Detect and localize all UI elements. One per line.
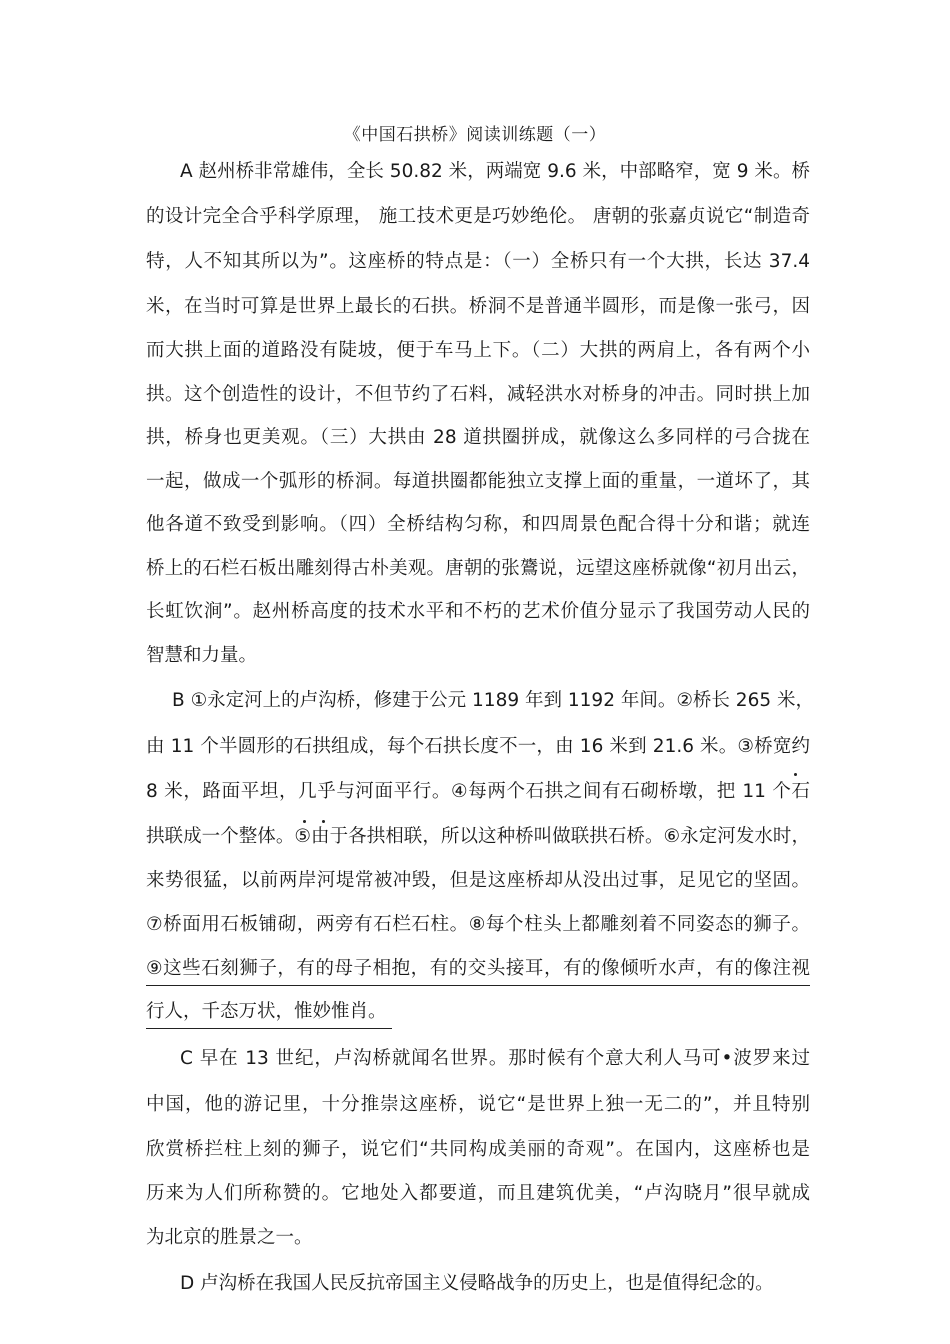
paragraph-line: 特，人不知其所以为”。这座桥的特点是：（一）全桥只有一个大拱，长达 37.4 <box>146 251 810 272</box>
paragraph-line: D 卢沟桥在我国人民反抗帝国主义侵略战争的历史上，也是值得纪念的。 <box>180 1273 774 1294</box>
underline <box>146 1028 392 1029</box>
paragraph-line: 为北京的胜景之一。 <box>146 1227 313 1248</box>
underlined-line: ⑨这些石刻狮子，有的母子相抱，有的交头接耳，有的像倾听水声，有的像注视 <box>146 958 810 979</box>
paragraph-line: 8 米，路面平坦，几乎与河面平行。④每两个石拱之间有石砌桥墩，把 11 个石 <box>146 781 810 802</box>
paragraph-line: 拱，桥身也更美观。（三）大拱由 28 道拱圈拼成，就像这么多同样的弓合拢在 <box>146 427 810 448</box>
paragraph-line: 由 11 个半圆形的石拱组成，每个石拱长度不一，由 16 米到 21.6 米。③桥宽约 <box>146 736 810 757</box>
paragraph-line: 欣赏桥拦柱上刻的狮子，说它们“共同构成美丽的奇观”。在国内，这座桥也是 <box>146 1139 810 1160</box>
emphasis-dot <box>303 820 306 823</box>
paragraph-line: 的设计完全合乎科学原理， 施工技术更是巧妙绝伦。 唐朝的张嘉贞说它“制造奇 <box>146 206 810 227</box>
underline <box>146 985 810 986</box>
underlined-line: 行人，千态万状，惟妙惟肖。 <box>146 1001 387 1022</box>
emphasis-dot <box>794 773 797 776</box>
paragraph-line: 而大拱上面的道路没有陡坡，便于车马上下。（二）大拱的两肩上，各有两个小 <box>146 340 810 361</box>
paragraph-line: 桥上的石栏石板出雕刻得古朴美观。唐朝的张鷟说，远望这座桥就像“初月出云， <box>146 558 810 579</box>
paragraph-line: A 赵州桥非常雄伟，全长 50.82 米，两端宽 9.6 米，中部略窄，宽 9 米。桥 <box>180 161 810 182</box>
paragraph-line: 他各道不致受到影响。（四）全桥结构匀称，和四周景色配合得十分和谐；就连 <box>146 514 810 535</box>
paragraph-line: 长虹饮涧”。赵州桥高度的技术水平和不朽的艺术价值分显示了我国劳动人民的 <box>146 601 810 622</box>
paragraph-line: B ①永定河上的卢沟桥，修建于公元 1189 年到 1192 年间。②桥长 265 米， <box>172 690 815 711</box>
paragraph-line: C 早在 13 世纪，卢沟桥就闻名世界。那时候有个意大利人马可•波罗来过 <box>180 1048 810 1069</box>
paragraph-line: 拱联成一个整体。⑤由于各拱相联，所以这种桥叫做联拱石桥。⑥永定河发水时， <box>146 826 810 847</box>
paragraph-line: 中国，他的游记里，十分推崇这座桥，说它“是世界上独一无二的”，并且特别 <box>146 1094 810 1115</box>
paragraph-line: 历来为人们所称赞的。它地处入都要道，而且建筑优美，“卢沟晓月”很早就成 <box>146 1183 810 1204</box>
paragraph-line: 一起，做成一个弧形的桥洞。每道拱圈都能独立支撑上面的重量，一道坏了，其 <box>146 471 810 492</box>
page-title: 《中国石拱桥》阅读训练题（一） <box>343 125 607 145</box>
paragraph-line: 智慧和力量。 <box>146 645 258 666</box>
paragraph-line: 来势很猛，以前两岸河堤常被冲毁，但是这座桥却从没出过事，足见它的坚固。 <box>146 870 810 891</box>
paragraph-line: 拱。这个创造性的设计，不但节约了石料，减轻洪水对桥身的冲击。同时拱上加 <box>146 384 810 405</box>
emphasis-dot <box>322 820 325 823</box>
paragraph-line: ⑦桥面用石板铺砌，两旁有石栏石柱。⑧每个柱头上都雕刻着不同姿态的狮子。 <box>146 914 810 935</box>
paragraph-line: 米，在当时可算是世界上最长的石拱。桥洞不是普通半圆形，而是像一张弓，因 <box>146 296 810 317</box>
